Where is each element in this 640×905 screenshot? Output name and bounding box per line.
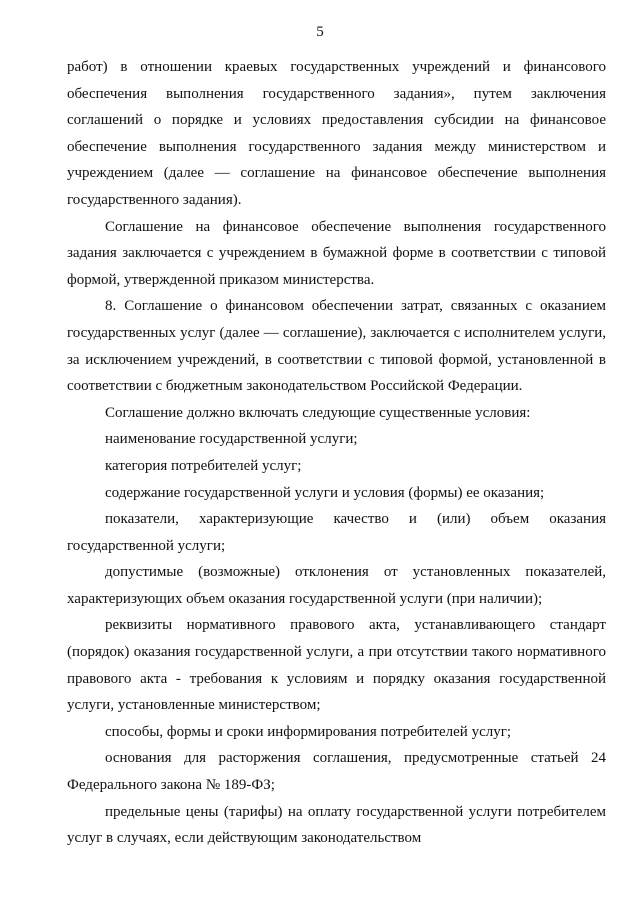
list-item-price-limits: предельные цены (тарифы) на оплату государственной услуги потребителем услуг в случаях, если действующим законодательством xyxy=(67,803,606,847)
list-item-informing-methods: способы, формы и сроки информирования потребителей услуг; xyxy=(105,723,512,740)
list-item-normative-act: реквизиты нормативного правового акта, устанавливающего стандарт (порядок) оказания государственной услуги, а при отсутствии такого нормативного правового акта - требования к условиям и порядку оказания государственной услуги, установленные министерством; xyxy=(67,617,606,714)
list-item-consumer-category: категория потребителей услуг; xyxy=(105,457,302,474)
paragraph-intro-continuation: работ) в отношении краевых государственных учреждений и финансового обеспечения выполнения государственного задания», путем заключения соглашений о порядке и условиях предоставления субсидии на финансовое обеспечение выполнения государственного задания между министерством и учреждением (далее — соглашение на финансовое обеспечение выполнения государственного задания). xyxy=(67,59,606,208)
list-item-service-name: наименование государственной услуги; xyxy=(105,431,358,448)
list-item-allowed-deviations: допустимые (возможные) отклонения от установленных показателей, характеризующих объем оказания государственной услуги (при наличии); xyxy=(67,564,606,607)
paragraph-conditions-intro: Соглашение должно включать следующие существенные условия: xyxy=(105,404,531,421)
list-item-service-content: содержание государственной услуги и условия (формы) ее оказания; xyxy=(105,484,545,501)
list-item-quality-indicators: показатели, характеризующие качество и (или) объем оказания государственной услуги; xyxy=(67,511,606,554)
paragraph-agreement-form: Соглашение на финансовое обеспечение выполнения государственного задания заключается с учреждением в бумажной форме в соответствии с типовой формой, утвержденной приказом министерства. xyxy=(67,218,606,288)
document-body xyxy=(67,54,606,852)
paragraph-clause-8: 8. Соглашение о финансовом обеспечении затрат, связанных с оказанием государственных услуг (далее — соглашение), заключается с исполнителем услуги, за исключением учреждений, в соответствии с типовой формой, установленной в соответствии с бюджетным законодательством Российской Федерации. xyxy=(67,298,606,395)
list-item-termination-grounds: основания для расторжения соглашения, предусмотренные статьей 24 Федерального закона № 189-ФЗ; xyxy=(67,750,606,794)
page-number: 5 xyxy=(316,24,324,40)
